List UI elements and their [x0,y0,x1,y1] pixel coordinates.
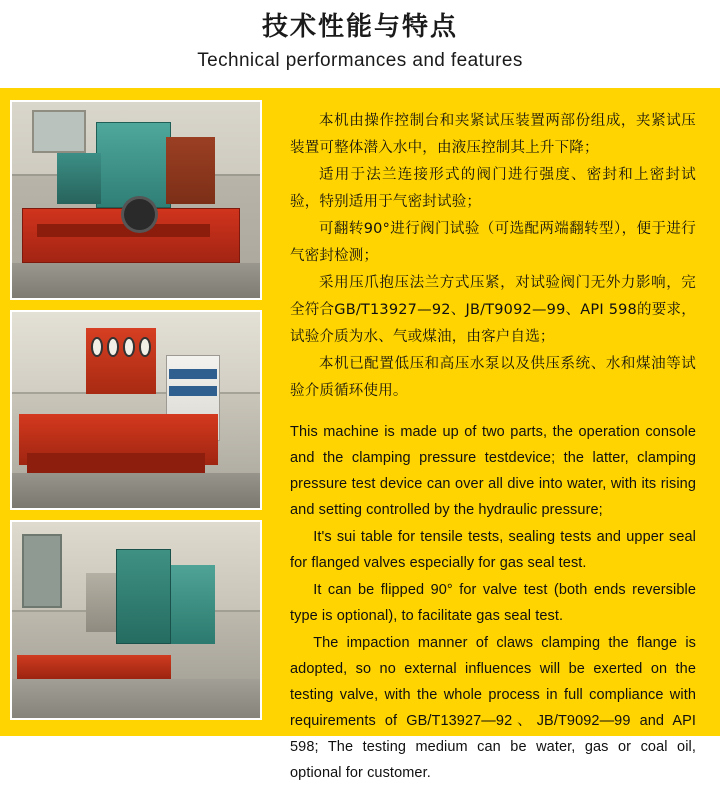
en-paragraph-2: It's sui table for tensile tests, sealing tests and upper seal for flanged valves especially for gas seal test. [290,529,696,571]
photo3-door [22,534,62,608]
cn-paragraph-1: 本机由操作控制台和夹紧试压装置两部份组成，夹紧试压装置可整体潜入水中，由液压控制其上升下降； [290,113,696,156]
photo2-red-beam [27,453,206,473]
photo3-operation-console [116,549,171,643]
photo2-floor [12,473,260,508]
photo1-window [32,110,87,153]
photo1-red-bar [37,224,211,238]
page-title-chinese: 技术性能与特点 [261,12,458,42]
chinese-description [290,108,696,405]
content-layout [0,88,720,781]
description-text [272,100,710,781]
yellow-content-panel [0,88,720,781]
cn-paragraph-5: 本机已配置低压和高压水泵以及供压系统、水和煤油等试验介质循环使用。 [290,356,696,399]
product-photo-1 [10,100,262,300]
photo1-red-unit [166,137,216,204]
page-header [0,0,720,88]
en-paragraph-1: This machine is made up of two parts, the operation console and the clamping pressure testdevice; the latter, clamping pressure test device can over all dive into water, with its rising and setting controlled by the hydraulic pressure; [290,424,696,518]
product-photo-2 [10,310,262,510]
photo2-cabinet-row [169,369,216,379]
cn-paragraph-4: 采用压爪抱压法兰方式压紧，对试验阀门无外力影响，完全符合GB/T13927—92、JB/T9092—99、API 598的要求，试验介质为水、气或煤油，由客户自选； [290,275,696,345]
photo3-floor [12,679,260,718]
photo2-gauge [139,337,151,357]
photo3-red-rail [17,655,171,679]
photo2-gauge-row [91,337,151,357]
cn-paragraph-2: 适用于法兰连接形式的阀门进行强度、密封和上密封试验，特别适用于气密封试验； [290,167,696,210]
cn-paragraph-3: 可翻转90°进行阀门试验（可选配两端翻转型），便于进行气密封检测； [290,221,696,264]
photo3-pipe [86,573,116,632]
en-paragraph-4: The impaction manner of claws clamping the flange is adopted, so no external influences will be exerted on the testing valve, with the whole process in full compliance with requirements of GB/T13927—92、JB/T9092—99 and API 598; The testing medium can be water, gas or coal oil, optional for customer. [290,635,696,781]
page-title-english: Technical performances and features [197,50,523,71]
product-photo-3 [10,520,262,720]
photo1-floor [12,263,260,298]
photo2-cabinet-row [169,386,216,396]
photo3-green-unit [171,565,216,643]
photo2-gauge [123,337,135,357]
photo2-gauge [91,337,103,357]
english-description [290,419,696,786]
photo1-green-machine [96,122,170,208]
en-paragraph-3: It can be flipped 90° for valve test (both ends reversible type is optional), to facilitate gas seal test. [290,582,696,624]
photo-gallery [10,100,272,726]
photo1-motor [57,153,102,204]
photo2-gauge [107,337,119,357]
